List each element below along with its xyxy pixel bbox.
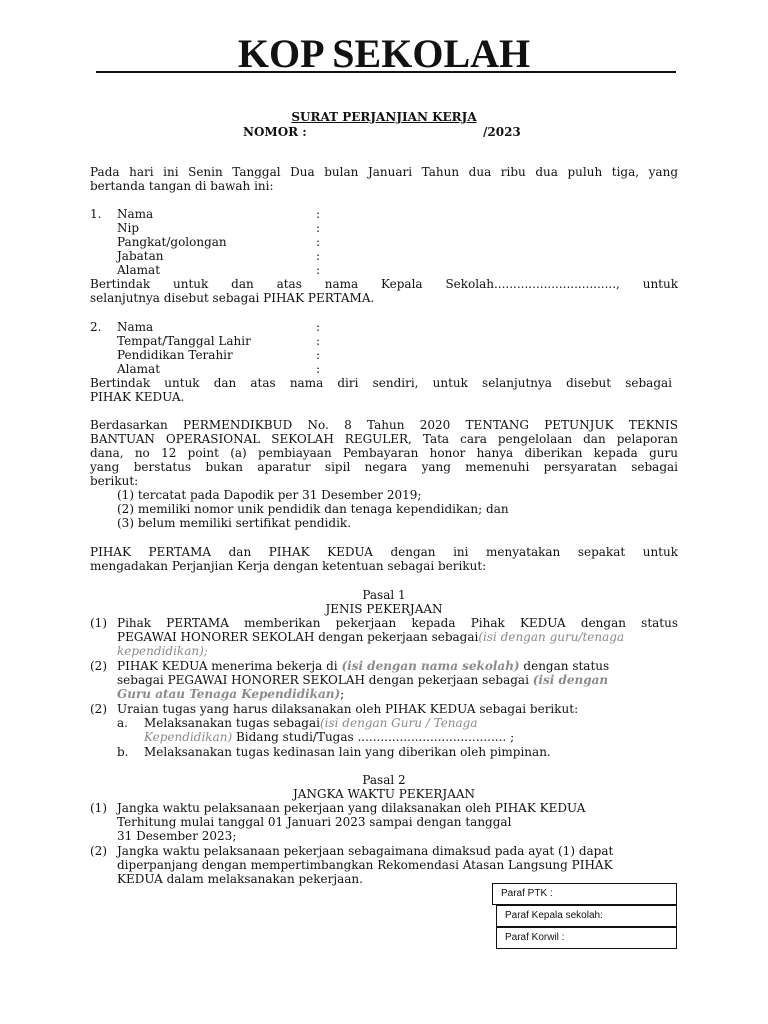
nomor-label: NOMOR : [243, 125, 307, 139]
pasal2-heading: Pasal 2 [362, 773, 406, 787]
letterhead-title: KOP SEKOLAH [237, 31, 531, 76]
basis-line-2: BANTUAN OPERASIONAL SEKOLAH REGULER, Tata cara pengelolaan dan pelaporan [90, 432, 678, 446]
party1-field-address: Alamat [117, 263, 161, 277]
party1-statement-line-1: Bertindak untuk dan atas nama Kepala Sekolah................................, untuk [90, 277, 678, 291]
pasal1-item1-line-2 [117, 631, 624, 645]
pasal1-item1-line-1: Pihak PERTAMA memberikan pekerjaan kepada Pihak KEDUA dengan status [117, 616, 678, 630]
paraf-ptk-label: Paraf PTK : [501, 888, 553, 899]
paraf-korwil-label: Paraf Korwil : [505, 932, 565, 943]
pasal1-item2-line-3 [117, 688, 344, 702]
pasal1-item2-role-placeholder: (isi dengan [532, 673, 609, 687]
basis-item-3: (3) belum memiliki sertifikat pendidik. [117, 516, 352, 530]
party1-colon: : [316, 207, 321, 221]
pasal1-item2-semicolon: ; [340, 687, 345, 701]
pasal1-title: JENIS PEKERJAAN [325, 602, 443, 616]
basis-line-4: yang berstatus bukan aparatur sipil negara yang memenuhi persyaratan sebagai [90, 460, 678, 474]
pasal1-sub-a-text: Melaksanakan tugas sebagai [144, 716, 320, 730]
party2-field-education: Pendidikan Terahir [117, 348, 233, 362]
party1-field-name: Nama [117, 207, 154, 221]
party2-statement-line-1: Bertindak untuk dan atas nama diri sendiri, untuk selanjutnya disebut sebagai [90, 376, 672, 390]
pasal1-item2-school-placeholder: (isi dengan nama sekolah) [341, 659, 520, 673]
document-title: SURAT PERJANJIAN KERJA [291, 110, 477, 124]
pasal1-item2-line-1 [117, 660, 609, 674]
party2-field-address: Alamat [117, 362, 161, 376]
pasal2-item1-number: (1) [90, 801, 107, 815]
basis-line-1: Berdasarkan PERMENDIKBUD No. 8 Tahun 2020 TENTANG PETUNJUK TEKNIS [90, 418, 678, 432]
party1-colon: : [316, 221, 321, 235]
pasal1-item2-role-placeholder-cont: Guru atau Tenaga Kependidikan) [117, 687, 341, 701]
intro-line-2: bertanda tangan di bawah ini: [90, 179, 274, 193]
basis-line-5: berikut: [90, 474, 139, 488]
pasal1-sub-a-field: Bidang studi/Tugas ....................................... ; [232, 730, 515, 744]
pasal2-item2-line-1: Jangka waktu pelaksanaan pekerjaan sebagaimana dimaksud pada ayat (1) dapat [117, 844, 614, 858]
party1-colon: : [316, 249, 321, 263]
pasal1-item2-number: (2) [90, 659, 107, 673]
pasal1-item2-text-a: PIHAK KEDUA menerima bekerja di [117, 659, 342, 673]
pasal1-item2-text-d: sebagai PEGAWAI HONORER SEKOLAH dengan pekerjaan sebagai [117, 673, 533, 687]
pasal1-sub-a-placeholder-cont: Kependidikan) [144, 730, 233, 744]
paraf-ptk-box [492, 883, 677, 905]
pasal1-sub-b-number: b. [117, 745, 129, 759]
pasal1-sub-b-line-1: Melaksanakan tugas kedinasan lain yang diberikan oleh pimpinan. [144, 745, 551, 759]
pasal2-item2-line-2: diperpanjang dengan mempertimbangkan Rekomendasi Atasan Langsung PIHAK [117, 858, 613, 872]
party2-colon: : [316, 334, 321, 348]
party2-colon: : [316, 320, 321, 334]
pasal2-item1-line-3: 31 Desember 2023; [117, 829, 237, 843]
party1-field-nip: Nip [117, 221, 140, 235]
pasal1-sub-a-placeholder: (isi dengan Guru / Tenaga [319, 716, 478, 730]
paraf-korwil-box [496, 927, 677, 949]
party2-number: 2. [90, 320, 102, 334]
agreement-line-1: PIHAK PERTAMA dan PIHAK KEDUA dengan ini menyatakan sepakat untuk [90, 545, 678, 559]
pasal2-item1-line-1: Jangka waktu pelaksanaan pekerjaan yang dilaksanakan oleh PIHAK KEDUA [117, 801, 586, 815]
party2-colon: : [316, 362, 321, 376]
party2-statement-line-2: PIHAK KEDUA. [90, 390, 185, 404]
pasal1-item1-number: (1) [90, 616, 107, 630]
pasal1-item3-number: (2) [90, 702, 107, 716]
basis-item-2: (2) memiliki nomor unik pendidik dan tenaga kependidikan; dan [117, 502, 509, 516]
pasal1-sub-a-line-2 [144, 731, 514, 745]
pasal1-item1-line-2-text: PEGAWAI HONORER SEKOLAH dengan pekerjaan sebagai [117, 630, 479, 644]
party1-number: 1. [90, 207, 102, 221]
pasal1-item2-text-c: dengan status [519, 659, 610, 673]
party1-colon: : [316, 263, 321, 277]
pasal1-item1-placeholder-cont: kependidikan); [117, 644, 208, 658]
pasal2-item1-line-2: Terhitung mulai tanggal 01 Januari 2023 sampai dengan tanggal [117, 815, 512, 829]
party1-colon: : [316, 235, 321, 249]
pasal1-item3-line-1: Uraian tugas yang harus dilaksanakan oleh PIHAK KEDUA sebagai berikut: [117, 702, 579, 716]
letterhead-underline [96, 71, 676, 73]
basis-item-1: (1) tercatat pada Dapodik per 31 Desember 2019; [117, 488, 422, 502]
pasal1-sub-a-line-1 [144, 717, 478, 731]
pasal1-item1-placeholder: (isi dengan guru/tenaga [478, 630, 625, 644]
party1-statement-line-2: selanjutnya disebut sebagai PIHAK PERTAMA. [90, 291, 375, 305]
pasal2-item2-number: (2) [90, 844, 107, 858]
pasal2-item2-line-3: KEDUA dalam melaksanakan pekerjaan. [117, 872, 363, 886]
party2-colon: : [316, 348, 321, 362]
party1-field-position: Jabatan [117, 249, 164, 263]
basis-line-3: dana, no 12 point (a) pembiayaan Pembayaran honor hanya diberikan kepada guru [90, 446, 678, 460]
pasal1-item2-line-2 [117, 674, 608, 688]
paraf-kepsek-box [496, 905, 677, 927]
pasal2-title: JANGKA WAKTU PEKERJAAN [292, 787, 476, 801]
party1-field-rank: Pangkat/golongan [117, 235, 227, 249]
paraf-kepsek-label: Paraf Kepala sekolah: [505, 910, 603, 921]
pasal1-heading: Pasal 1 [362, 588, 406, 602]
party2-field-birth: Tempat/Tanggal Lahir [117, 334, 251, 348]
nomor-year: /2023 [483, 125, 521, 139]
intro-line-1: Pada hari ini Senin Tanggal Dua bulan Januari Tahun dua ribu dua puluh tiga, yang [90, 165, 678, 179]
agreement-line-2: mengadakan Perjanjian Kerja dengan ketentuan sebagai berikut: [90, 559, 487, 573]
pasal1-sub-a-number: a. [117, 716, 128, 730]
party2-field-name: Nama [117, 320, 154, 334]
